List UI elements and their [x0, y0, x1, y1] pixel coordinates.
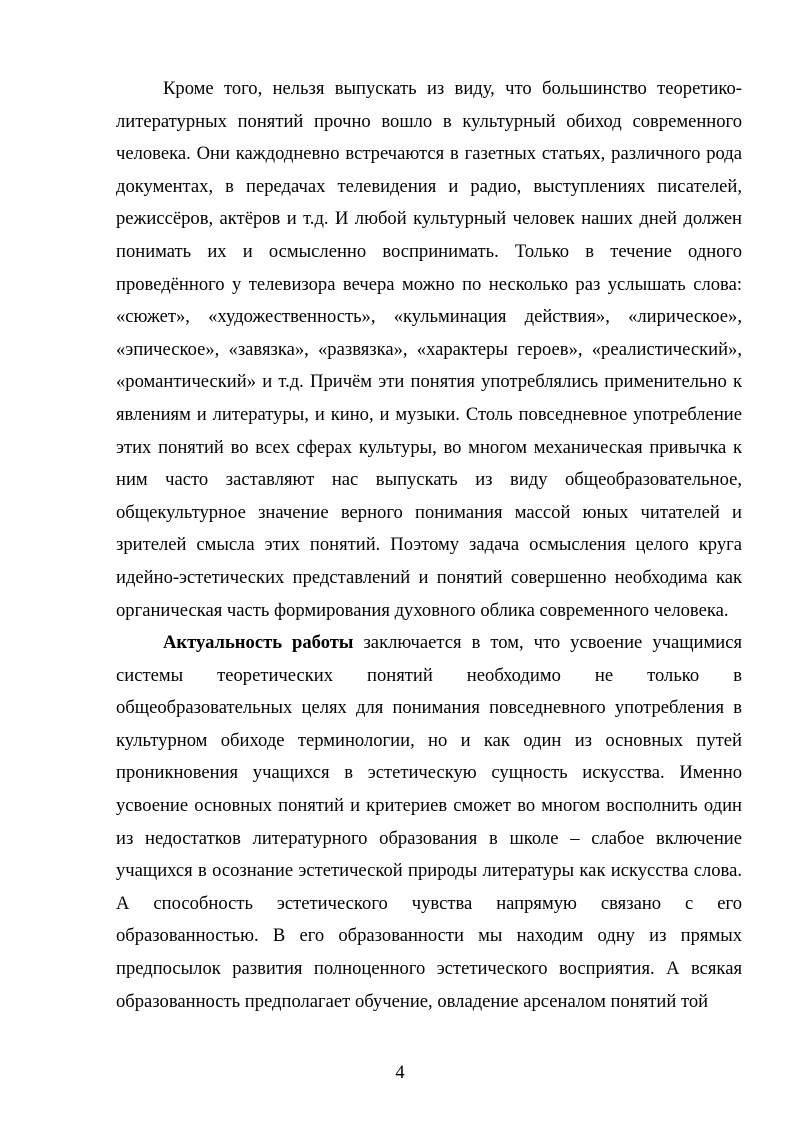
relevance-heading: Актуальность работы [163, 632, 354, 654]
paragraph-relevance [116, 627, 742, 1018]
page-number: 4 [395, 1062, 405, 1083]
paragraph-intro: Кроме того, нельзя выпускать из виду, что большинство теоретико-литературных понятий прочно вошло в культурный обиход современного человека. Они каждодневно встречаются в газетных статьях, различного рода документах, в передачах телевидения и радио, выступлениях писателей, режиссёров, актёров и т.д. И любой культурный человек наших дней должен понимать их и осмысленно воспринимать. Только в течение одного проведённого у телевизора вечера можно по несколько раз услышать слова: «сюжет», «художественность», «кульминация действия», «лирическое», «эпическое», «завязка», «развязка», «характеры героев», «реалистический», «романтический» и т.д. Причём эти понятия употреблялись применительно к явлениям и литературы, и кино, и музыки. Столь повседневное употребление этих понятий во всех сферах культуры, во многом механическая привычка к ним часто заставляют нас выпускать из виду общеобразовательное, общекультурное значение верного понимания массой юных читателей и зрителей смысла этих понятий. Поэтому задача осмысления целого круга идейно-эстетических представлений и понятий совершенно необходима как органическая часть формирования духовного облика современного человека. [116, 78, 742, 621]
relevance-text: заключается в том, что усвоение учащимися системы теоретических понятий необходимо не только в общеобразовательных целях для понимания повседневного употребления в культурном обиходе терминологии, но и как один из основных путей проникновения учащихся в эстетическую сущность искусства. Именно усвоение основных понятий и критериев сможет во многом восполнить один из недостатков литературного образования в школе – слабое включение учащихся в осознание эстетической природы литературы как искусства слова. А способность эстетического чувства напрямую связано с его образованностью. В его образованности мы находим одну из прямых предпосылок развития полноценного эстетического восприятия. А всякая образованность предполагает обучение, овладение арсеналом понятий той [116, 632, 743, 1012]
body-text [116, 73, 742, 1018]
